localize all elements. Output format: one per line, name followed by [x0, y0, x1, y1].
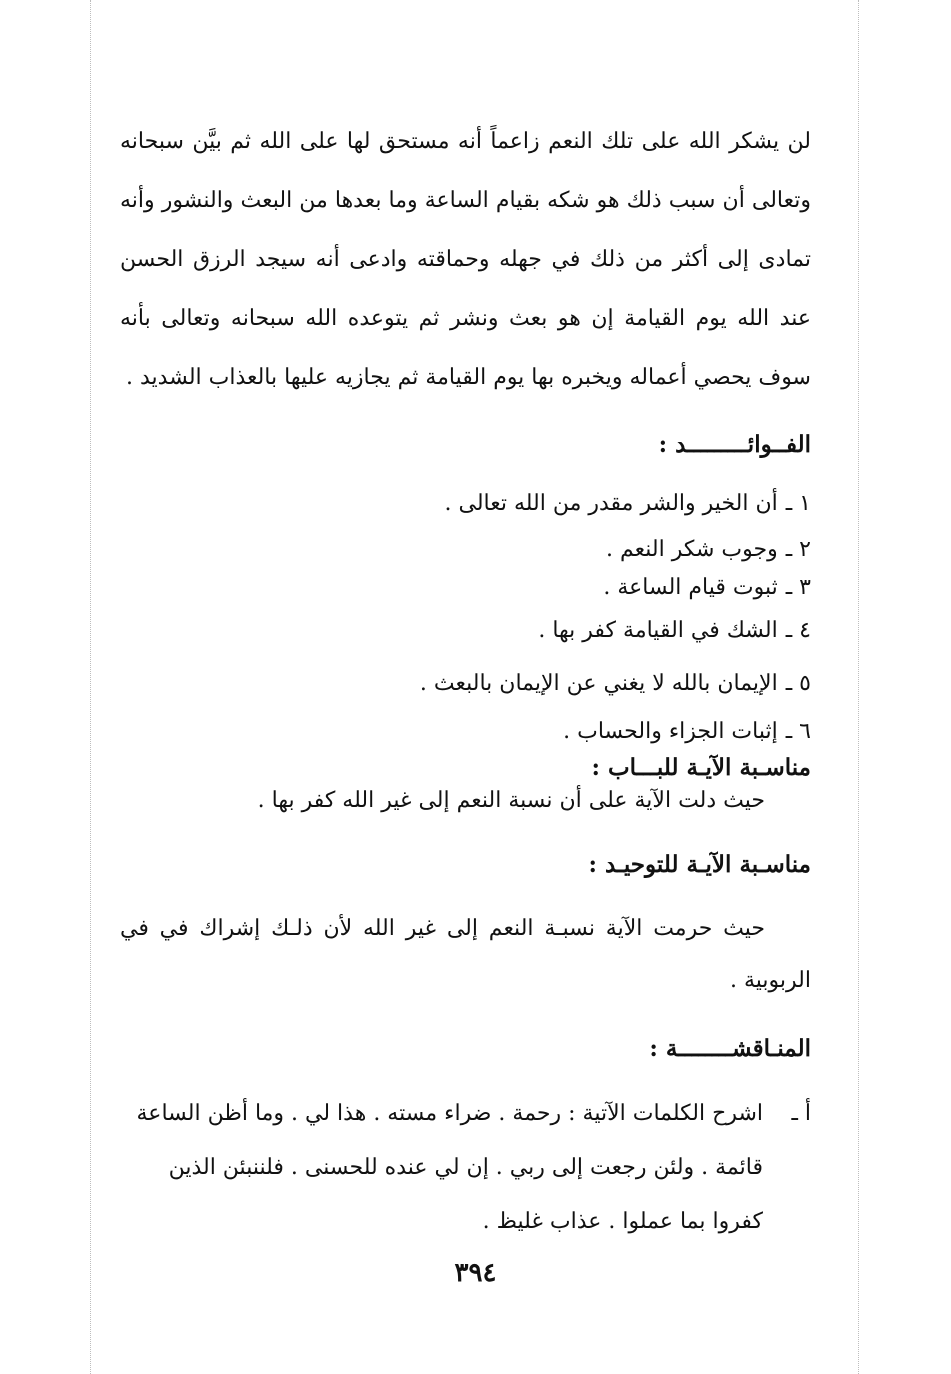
item-text: الإيمان بالله لا يغني عن الإيمان بالبعث . [419, 671, 778, 696]
item-text: ثبوت قيام الساعة . [603, 575, 778, 600]
scan-line-left [90, 0, 91, 1374]
item-number: ٢ ـ [785, 537, 811, 562]
item-text: وجوب شكر النعم . [606, 537, 778, 562]
discussion-letter: أ ـ [791, 1101, 811, 1126]
list-item [120, 481, 811, 527]
benefits-heading: الفــوائـــــــــد : [658, 431, 811, 458]
page-body [120, 112, 811, 1249]
tawhid-relevance-text: حيث حرمت الآية نسبـة النعم إلى غير الله لأن ذلـك إشراك في في الربوبية . [120, 916, 811, 993]
list-item [120, 603, 811, 659]
discussion-section [120, 1017, 811, 1249]
discussion-heading: المنـاقشــــــــة : [649, 1035, 811, 1062]
item-text: أن الخير والشر مقدر من الله تعالى . [444, 491, 778, 516]
item-number: ٥ ـ [785, 671, 811, 696]
benefits-section [120, 417, 811, 755]
list-item [120, 527, 811, 573]
item-text: الشك في القيامة كفر بها . [538, 618, 778, 643]
tawhid-relevance-section [120, 839, 811, 1007]
item-number: ٤ ـ [785, 618, 811, 643]
intro-paragraph: لن يشكر الله على تلك النعم زاعماً أنه مستحق لها على الله ثم بيَّن سبحانه وتعالى أن سبب ذلك هو شكه بقيام الساعة وما بعدها من البعث والنشور وأنه تمادى إلى أكثر من ذلك في جهله وحماقته وادعى أنه سيجد الرزق الحسن عند الله يوم القيامة إن هو بعث ونشر ثم يتوعده الله سبحانه وتعالى بأنه سوف يحصي أعماله ويخبره بها يوم القيامة ثم يجازيه عليها بالعذاب الشديد . [120, 129, 811, 390]
benefits-list [120, 481, 811, 755]
chapter-relevance-section [120, 755, 811, 821]
tawhid-relevance-heading: مناسـبة الآيـة للتوحيـد : [588, 851, 811, 878]
scan-line-right [858, 0, 859, 1374]
item-number: ١ ـ [785, 491, 811, 516]
discussion-text: اشرح الكلمات الآتية : رحمة . ضراء مسته . هذا لي . وما أظن الساعة قائمة . ولئن رجعت إلى ربي . إن لي عنده للحسنى . فلننبئن الذين كفروا بما عملوا . عذاب غليظ . [136, 1101, 763, 1234]
list-item [120, 659, 811, 709]
list-item [120, 709, 811, 755]
page-number: ٣٩٤ [454, 1258, 497, 1288]
chapter-relevance-heading: مناسـبة الآيـة للبـــاب : [591, 754, 811, 781]
item-number: ٦ ـ [785, 719, 811, 744]
item-text: إثبات الجزاء والحساب . [563, 719, 778, 744]
list-item [120, 573, 811, 603]
discussion-item [120, 1087, 811, 1249]
chapter-relevance-text: حيث دلت الآية على أن نسبة النعم إلى غير الله كفر بها . [257, 788, 765, 813]
item-number: ٣ ـ [785, 575, 811, 600]
